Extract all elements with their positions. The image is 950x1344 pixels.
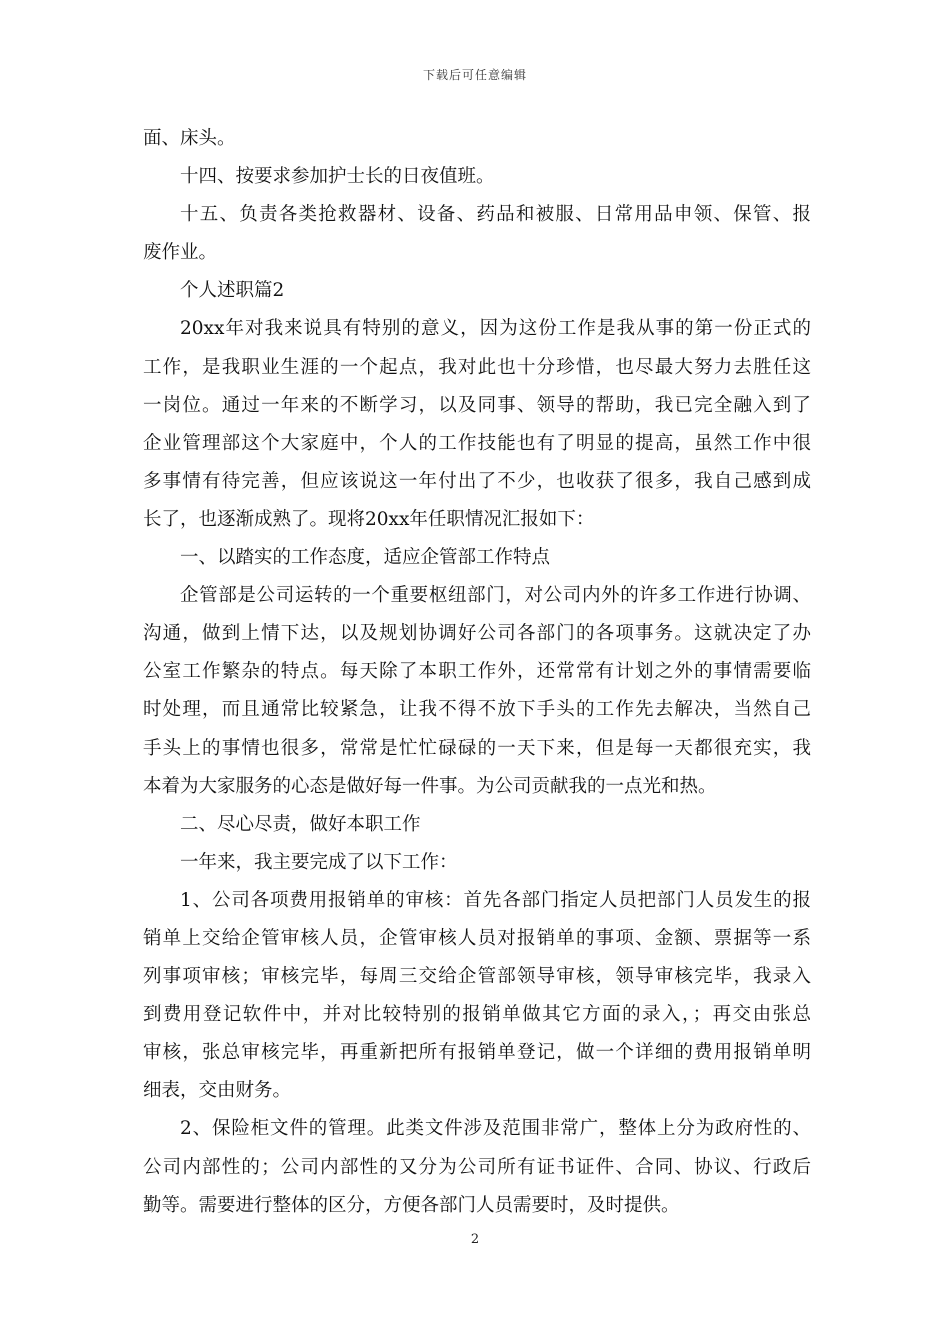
text-line: 20xx年对我来说具有特别的意义，因为这份工作是我从事的第一份正式的 xyxy=(180,318,811,340)
text-line: 二、尽心尽责，做好本职工作 xyxy=(180,813,421,835)
text-line: 一、以踏实的工作态度，适应企管部工作特点 xyxy=(180,547,551,569)
document-body xyxy=(143,120,811,1225)
text-line: 公司内部性的；公司内部性的又分为公司所有证书证件、合同、协议、行政后 xyxy=(143,1156,811,1178)
text-line: 十四、按要求参加护士长的日夜值班。 xyxy=(180,166,495,188)
text-line: 一岗位。通过一年来的不断学习，以及同事、领导的帮助，我已完全融入到了 xyxy=(143,394,811,416)
text-line: 1、公司各项费用报销单的审核：首先各部门指定人员把部门人员发生的报 xyxy=(180,889,811,911)
text-line: 多事情有待完善，但应该说这一年付出了不少，也收获了很多，我自己感到成 xyxy=(143,470,811,492)
text-line: 细表，交由财务。 xyxy=(143,1080,292,1102)
text-line: 长了，也逐渐成熟了。现将20xx年任职情况汇报如下： xyxy=(143,508,595,530)
text-line: 销单上交给企管审核人员，企管审核人员对报销单的事项、金额、票据等一系 xyxy=(143,927,811,949)
page-header: 下载后可任意编辑 xyxy=(422,68,527,82)
text-line: 勤等。需要进行整体的区分，方便各部门人员需要时，及时提供。 xyxy=(143,1194,680,1216)
text-line: 面、床头。 xyxy=(143,128,236,149)
text-line: 2、保险柜文件的管理。此类文件涉及范围非常广，整体上分为政府性的、 xyxy=(180,1118,811,1140)
text-line: 个人述职篇2 xyxy=(180,280,285,302)
text-line: 到费用登记软件中，并对比较特别的报销单做其它方面的录入，；再交由张总 xyxy=(143,1004,811,1026)
page-number: 2 xyxy=(470,1232,480,1247)
text-line: 企业管理部这个大家庭中，个人的工作技能也有了明显的提高，虽然工作中很 xyxy=(143,432,811,454)
text-line: 手头上的事情也很多，常常是忙忙碌碌的一天下来，但是每一天都很充实，我 xyxy=(143,737,811,759)
text-line: 本着为大家服务的心态是做好每一件事。为公司贡献我的一点光和热。 xyxy=(143,775,717,797)
text-line: 企管部是公司运转的一个重要枢纽部门，对公司内外的许多工作进行协调、 xyxy=(180,585,811,607)
text-line: 列事项审核；审核完毕，每周三交给企管部领导审核，领导审核完毕，我录入 xyxy=(143,966,811,988)
text-line: 沟通，做到上情下达，以及规划协调好公司各部门的各项事务。这就决定了办 xyxy=(143,623,811,645)
text-line: 工作，是我职业生涯的一个起点，我对此也十分珍惜，也尽最大努力去胜任这 xyxy=(143,356,811,378)
text-line: 公室工作繁杂的特点。每天除了本职工作外，还常常有计划之外的事情需要临 xyxy=(143,661,811,683)
text-line: 审核，张总审核完毕，再重新把所有报销单登记，做一个详细的费用报销单明 xyxy=(143,1042,811,1064)
text-line: 时处理，而且通常比较紧急，让我不得不放下手头的工作先去解决，当然自己 xyxy=(143,699,811,721)
text-line: 废作业。 xyxy=(143,242,218,264)
text-line: 十五、负责各类抢救器材、设备、药品和被服、日常用品申领、保管、报 xyxy=(180,204,811,226)
text-line: 一年来，我主要完成了以下工作： xyxy=(180,851,458,873)
